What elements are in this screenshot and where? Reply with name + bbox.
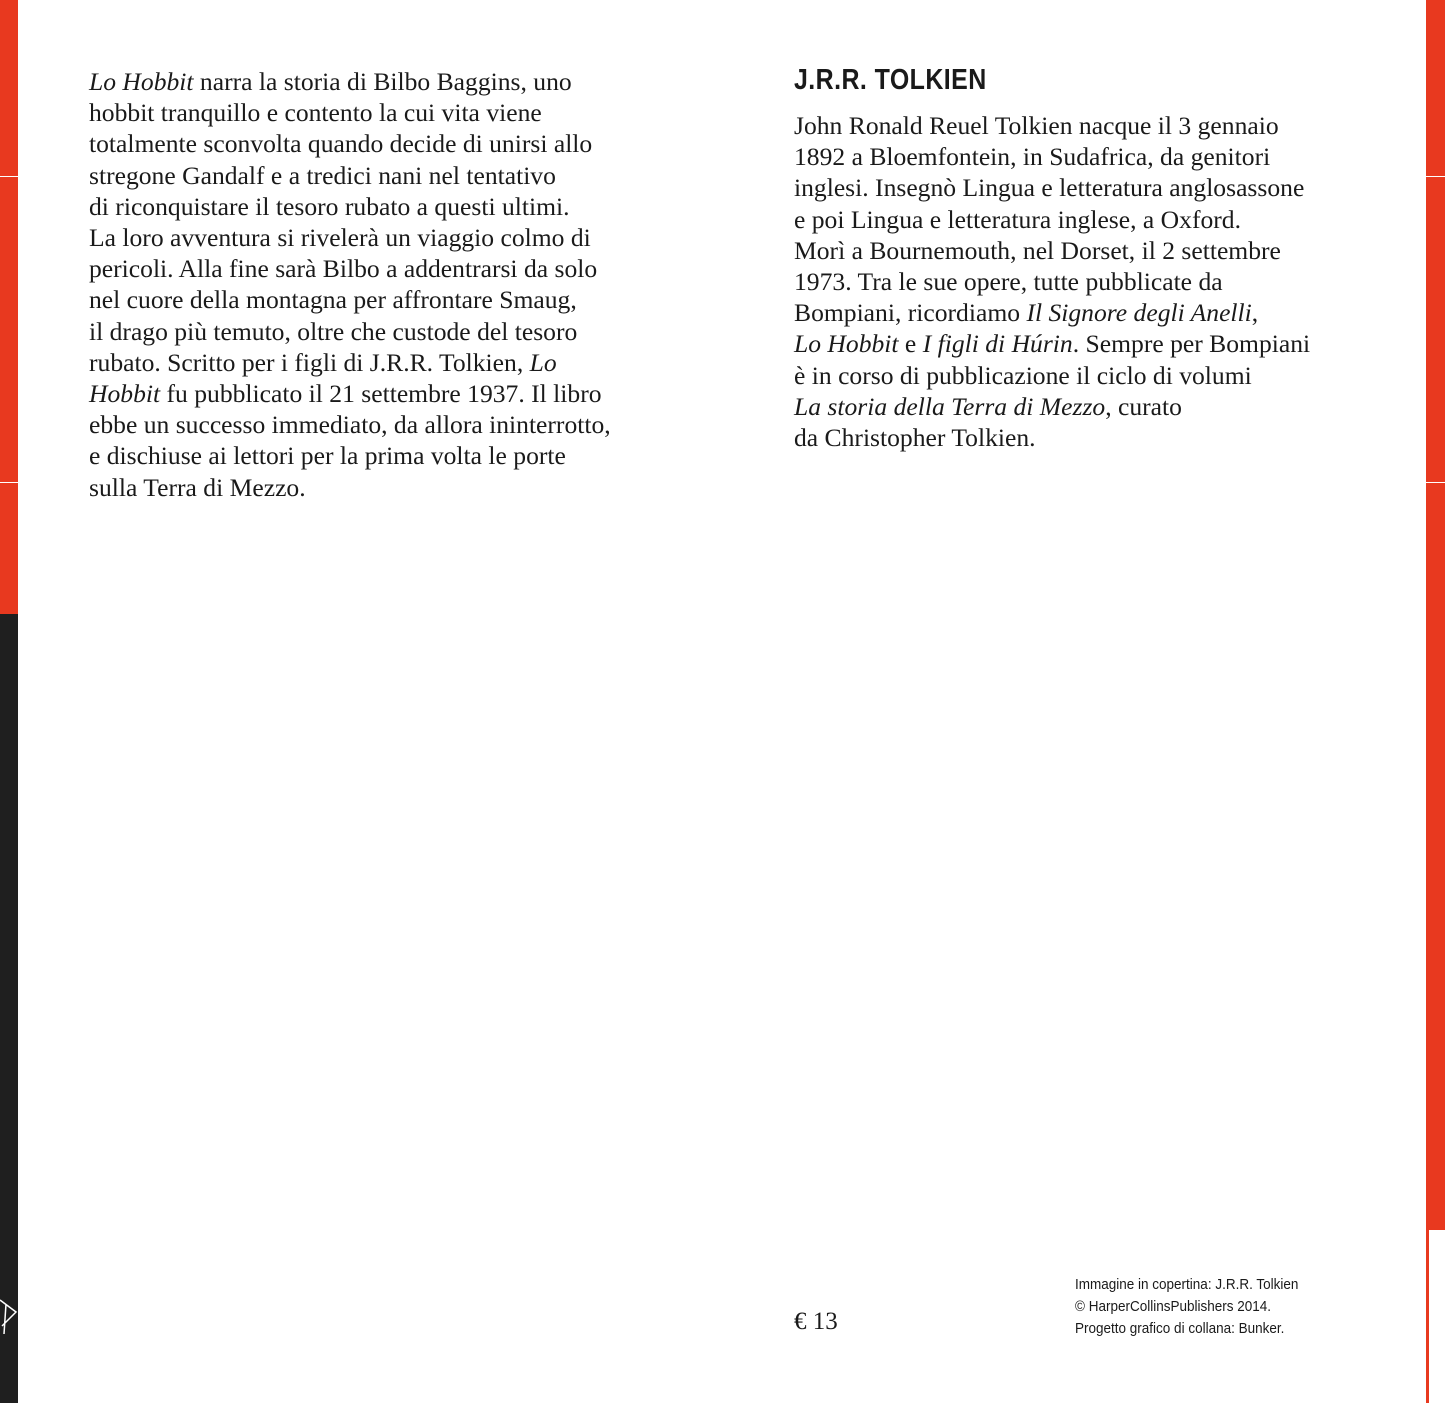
blurb-line	[89, 378, 664, 409]
text-run: fu pubblicato il 21 settembre 1937. Il libro	[160, 379, 602, 409]
blurb-line	[89, 97, 664, 128]
blurb-line	[89, 222, 664, 253]
bio-line	[794, 141, 1374, 172]
spine-tick	[0, 482, 18, 483]
blurb-line	[89, 472, 664, 503]
italic-title: La storia della Terra di Mezzo	[794, 391, 1106, 421]
cover-credits	[1075, 1274, 1298, 1340]
blurb-line	[89, 160, 664, 191]
italic-title: Il Signore degli Anelli	[1026, 298, 1252, 328]
text-run: ebbe un successo immediato, da allora ininterrotto,	[89, 410, 611, 440]
price-label: € 13	[794, 1308, 838, 1335]
text-run: pericoli. Alla fine sarà Bilbo a addentrarsi da solo	[89, 254, 598, 284]
blurb-line	[89, 128, 664, 159]
italic-title: Lo Hobbit	[89, 67, 194, 96]
bio-line	[794, 110, 1374, 141]
text-run: Bompiani, ricordiamo	[794, 298, 1027, 328]
text-run: 1973. Tra le sue opere, tutte pubblicate da	[794, 267, 1223, 297]
spine-emblem-icon	[0, 1290, 18, 1340]
text-run: e dischiuse ai lettori per la prima volta le porte	[89, 441, 566, 471]
author-biography	[794, 110, 1374, 453]
text-run: di riconquistare il tesoro rubato a questi ultimi.	[89, 191, 570, 221]
text-run: da Christopher Tolkien.	[794, 423, 1036, 453]
text-run: il drago più temuto, oltre che custode del tesoro	[89, 316, 578, 346]
italic-title: I figli di Húrin	[922, 329, 1073, 359]
bio-line	[794, 172, 1374, 203]
spine-red-band	[0, 0, 18, 614]
blurb-line	[89, 253, 664, 284]
blurb-line	[89, 409, 664, 440]
bio-line	[794, 235, 1374, 266]
blurb-line	[89, 284, 664, 315]
text-run: ,	[1251, 298, 1259, 328]
spine-tick	[0, 176, 18, 177]
text-run: nel cuore della montagna per affrontare Smaug,	[89, 285, 577, 315]
blurb-line	[89, 316, 664, 347]
blurb-line	[89, 66, 664, 97]
italic-title: Hobbit	[89, 379, 161, 409]
credit-line: Immagine in copertina: J.R.R. Tolkien	[1075, 1276, 1299, 1293]
text-run: stregone Gandalf e a tredici nani nel tentativo	[89, 160, 556, 190]
bio-line	[794, 266, 1374, 297]
blurb-line	[89, 191, 664, 222]
bio-line	[794, 297, 1374, 328]
author-name-heading: J.R.R. TOLKIEN	[794, 64, 987, 96]
text-run: La loro avventura si rivelerà un viaggio colmo di	[89, 223, 591, 253]
spine-dark-band	[0, 614, 18, 1403]
italic-title: Lo Hobbit	[794, 329, 899, 359]
edge-red-band	[1426, 0, 1445, 1403]
blurb-line	[89, 347, 664, 378]
book-blurb	[89, 66, 664, 503]
text-run: . Sempre per Bompiani	[1072, 329, 1311, 359]
bio-line	[794, 328, 1374, 359]
text-run: rubato. Scritto per i figli di J.R.R. Tolkien,	[89, 347, 530, 377]
blurb-line	[89, 440, 664, 471]
edge-tick	[1426, 482, 1445, 483]
edge-white-notch	[1429, 1230, 1445, 1403]
text-run: , curato	[1105, 391, 1182, 421]
text-run: è in corso di pubblicazione il ciclo di volumi	[794, 360, 1252, 390]
bio-line	[794, 204, 1374, 235]
text-run: hobbit tranquillo e contento la cui vita viene	[89, 98, 542, 128]
bio-line	[794, 391, 1374, 422]
italic-title: Lo	[529, 347, 557, 377]
text-run: 1892 a Bloemfontein, in Sudafrica, da genitori	[794, 142, 1271, 172]
edge-tick	[1426, 176, 1445, 177]
credit-line: Progetto grafico di collana: Bunker.	[1075, 1320, 1285, 1337]
text-run: John Ronald Reuel Tolkien nacque il 3 gennaio	[794, 111, 1279, 140]
text-run: Morì a Bournemouth, nel Dorset, il 2 settembre	[794, 235, 1281, 265]
text-run: inglesi. Insegnò Lingua e letteratura anglosassone	[794, 173, 1305, 203]
text-run: e	[898, 329, 923, 359]
credit-line: © HarperCollinsPublishers 2014.	[1075, 1298, 1272, 1315]
text-run: totalmente sconvolta quando decide di unirsi allo	[89, 129, 593, 159]
text-run: sulla Terra di Mezzo.	[89, 472, 306, 502]
text-run: narra la storia di Bilbo Baggins, uno	[193, 67, 572, 96]
bio-line	[794, 360, 1374, 391]
text-run: e poi Lingua e letteratura inglese, a Oxford.	[794, 204, 1242, 234]
bio-line	[794, 422, 1374, 453]
